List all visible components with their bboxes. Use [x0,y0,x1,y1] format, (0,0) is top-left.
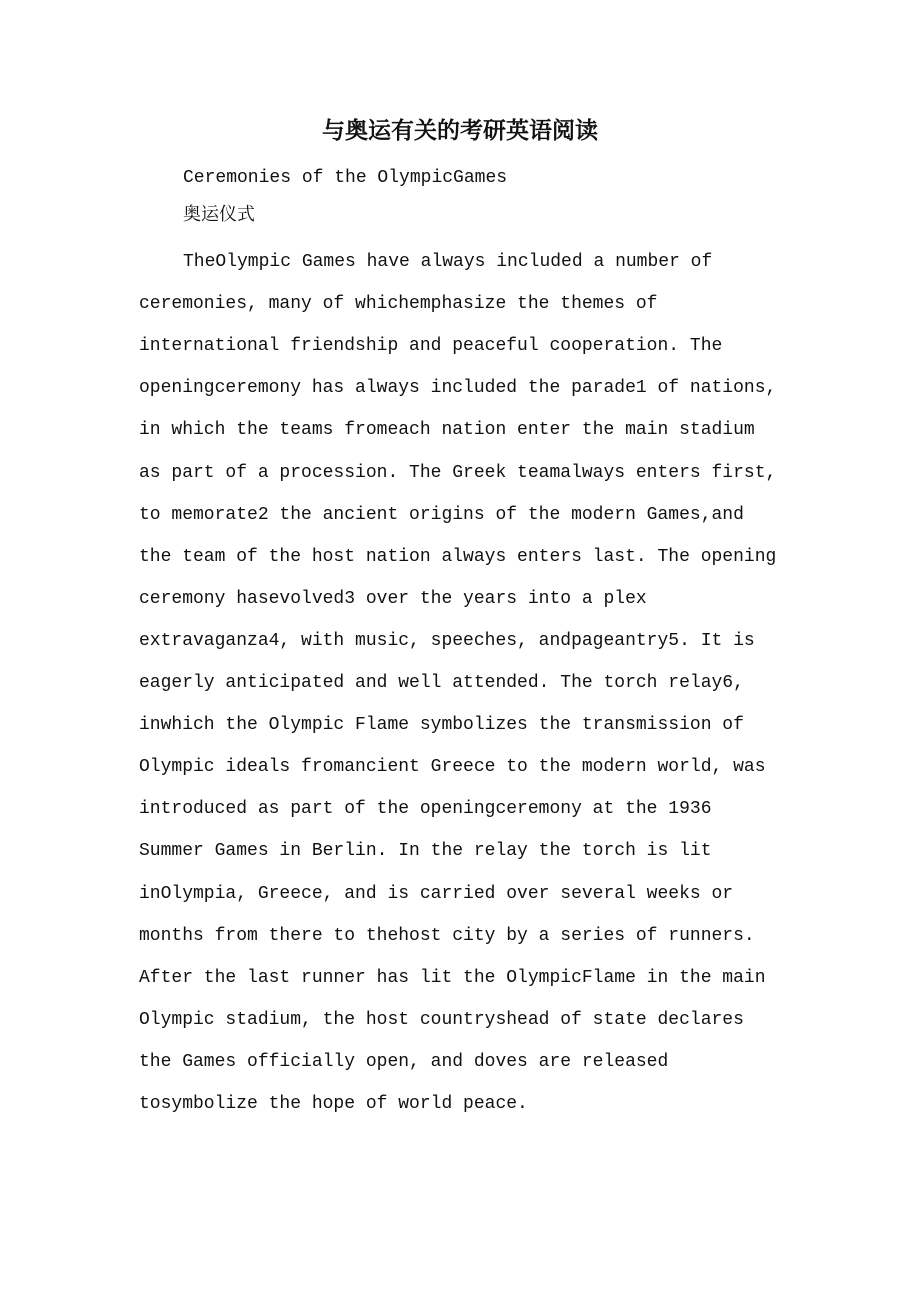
body-line: eagerly anticipated and well attended. The torch relay6, [139,673,744,693]
body-line: international friendship and peaceful cooperation. The [139,336,723,357]
body-line: After the last runner has lit the OlympicFlame in the main [139,967,766,988]
body-line: openingceremony has always included the parade1 of nations, [139,378,777,399]
body-line: the Games officially open, and doves are released [139,1051,669,1072]
body-line: inOlympia, Greece, and is carried over several weeks or [139,883,734,904]
body-line: the team of the host nation always enters last. The opening [139,546,777,567]
body-line: inwhich the Olympic Flame symbolizes the transmission of [139,715,744,736]
body-line: ceremony hasevolved3 over the years into a plex [139,588,647,609]
subtitle-chinese: 奥运仪式 [183,206,255,226]
body-line: extravaganza4, with music, speeches, andpageantry5. It is [139,630,755,651]
body-line: Summer Games in Berlin. In the relay the torch is lit [139,841,712,862]
body-line: ceremonies, many of whichemphasize the themes of [139,294,658,315]
body-line: Olympic stadium, the host countryshead of state declares [139,1009,744,1030]
body-line: to memorate2 the ancient origins of the modern Games,and [139,504,744,525]
page-title: 与奥运有关的考研英语阅读 [322,117,598,144]
body-line: months from there to thehost city by a series of runners. [139,925,755,946]
body-line: Olympic ideals fromancient Greece to the modern world, was [139,757,766,778]
body-line: TheOlympic Games have always included a number of [183,252,713,272]
body-line: in which the teams fromeach nation enter the main stadium [139,420,755,441]
body-line: tosymbolize the hope of world peace. [139,1094,528,1114]
body-line: as part of a procession. The Greek teamalways enters first, [139,462,777,483]
subtitle-english: Ceremonies of the OlympicGames [183,168,508,188]
body-line: introduced as part of the openingceremony at the 1936 [139,799,712,820]
